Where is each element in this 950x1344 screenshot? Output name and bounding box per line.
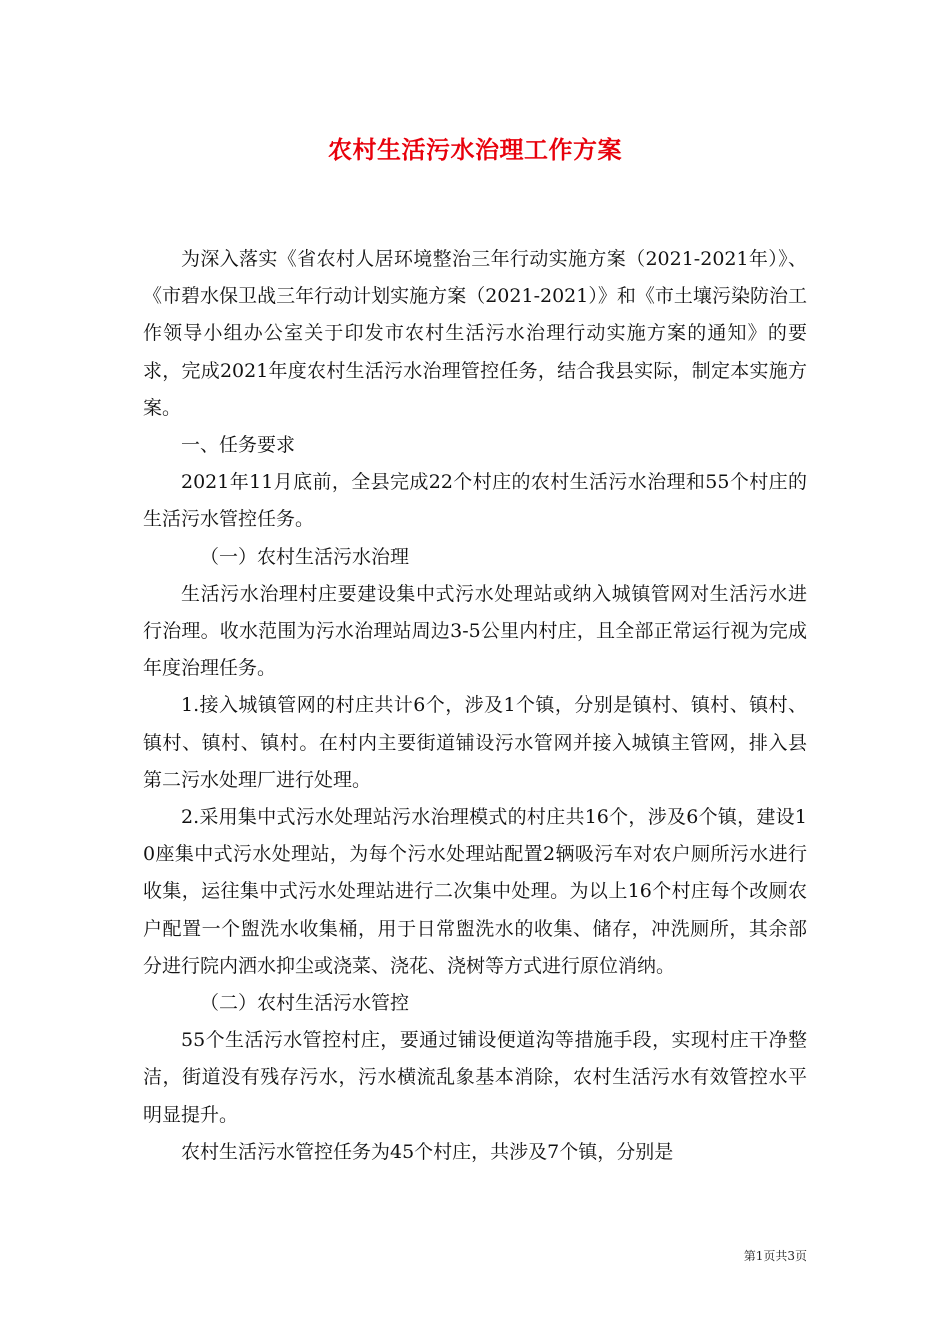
control-task-paragraph: 农村生活污水管控任务为45个村庄，共涉及7个镇，分别是 (181, 1140, 674, 1163)
item-1-paragraph: 1.接入城镇管网的村庄共计6个，涉及1个镇，分别是镇村、镇村、镇村、镇村、镇村、镇村。在村内主要街道铺设污水管网并接入城镇主管网，排入县第二污水处理厂进行处理。 (143, 694, 807, 791)
control-paragraph: 55个生活污水管控村庄，要通过铺设便道沟等措施手段，实现村庄干净整洁，街道没有残存污水，污水横流乱象基本消除，农村生活污水有效管控水平明显提升。 (143, 1029, 807, 1126)
task-summary-paragraph: 2021年11月底前，全县完成22个村庄的农村生活污水治理和55个村庄的生活污水管控任务。 (143, 471, 807, 531)
item-2-paragraph: 2.采用集中式污水处理站污水治理模式的村庄共16个，涉及6个镇，建设10座集中式污水处理站，为每个污水处理站配置2辆吸污车对农户厕所污水进行收集，运往集中式污水处理站进行二次集中处理。为以上16个村庄每个改厕农户配置一个盥洗水收集桶，用于日常盥洗水的收集、储存，冲洗厕所，其余部分进行院内洒水抑尘或浇菜、浇花、浇树等方式进行原位消纳。 (143, 806, 807, 977)
intro-paragraph: 为深入落实《省农村人居环境整治三年行动实施方案（2021-2021年）》、《市碧水保卫战三年行动计划实施方案（2021-2021）》和《市土壤污染防治工作领导小组办公室关于印发市农村生活污水治理行动实施方案的通知》的要求，完成2021年度农村生活污水治理管控任务，结合我县实际，制定本实施方案。 (143, 248, 807, 419)
subsection-heading-control: （二）农村生活污水管控 (200, 992, 410, 1015)
document-body (143, 241, 807, 1171)
page-number: 第1页共3页 (743, 1249, 807, 1263)
section-heading-task-requirements: 一、任务要求 (181, 434, 296, 457)
document-title: 农村生活污水治理工作方案 (328, 135, 622, 164)
treatment-paragraph: 生活污水治理村庄要建设集中式污水处理站或纳入城镇管网对生活污水进行治理。收水范围为污水治理站周边3-5公里内村庄，且全部正常运行视为完成年度治理任务。 (143, 582, 807, 680)
subsection-heading-treatment: （一）农村生活污水治理 (200, 545, 410, 568)
